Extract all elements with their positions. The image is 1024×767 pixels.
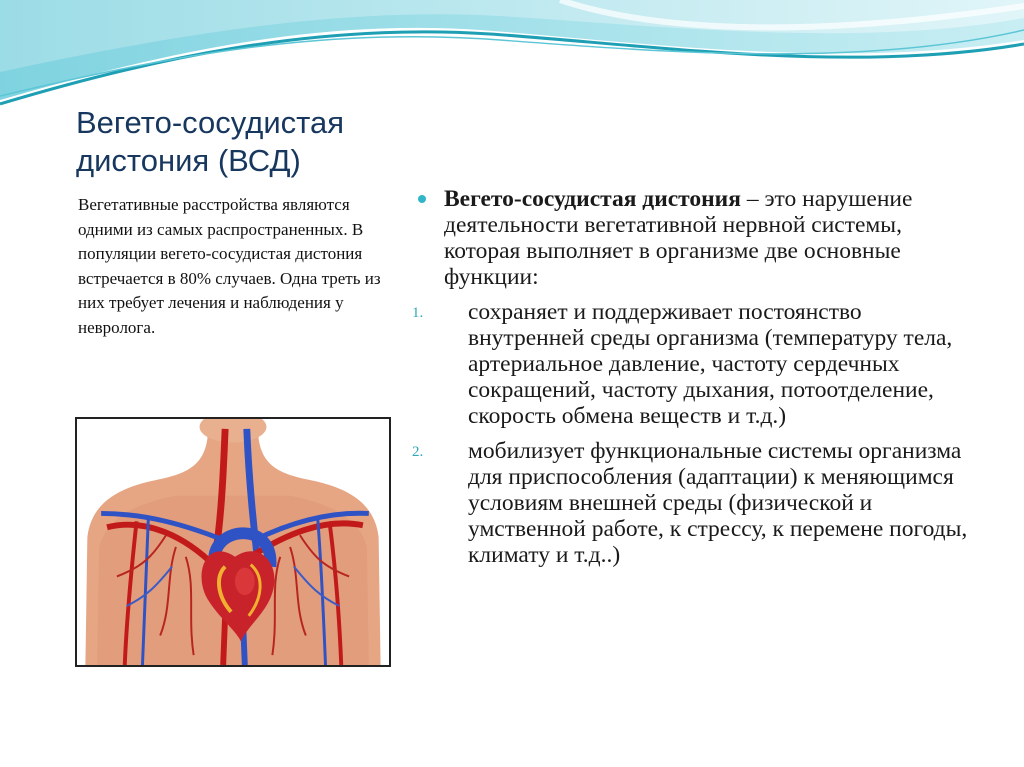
circulatory-system-icon [77, 419, 389, 665]
bullet-dot-icon [418, 195, 426, 203]
definition-text: – это нарушение деятельности вегетативной нервной системы, которая выполняет в организме две основные функции: [444, 186, 913, 290]
slide-title-line1: Вегето-сосудистая [76, 105, 345, 140]
slide-title-line2: дистония (ВСД) [76, 143, 301, 178]
list-item [410, 299, 970, 429]
list-item [410, 438, 970, 568]
slide-subtitle: Вегетативные расстройства являются одними из самых распространенных. В популяции вегето-сосудистая дистония встречается в 80% случаев. Одна треть из них требует лечения и наблюдения у невролога. [78, 195, 381, 337]
functions-list [410, 299, 970, 568]
circulatory-system-illustration [75, 417, 391, 667]
slide-title [76, 104, 406, 180]
definition-bullet [410, 186, 970, 290]
definition-term: Вегето-сосудистая дистония [444, 186, 741, 212]
list-marker: 2. [412, 444, 424, 460]
list-item-text: мобилизует функциональные системы организма для приспособления (адаптации) к меняющимся условиям внешней среды (физической и умственной работе, к стрессу, к перемене погоды, климату и т.д..) [468, 438, 968, 568]
list-item-text: сохраняет и поддерживает постоянство внутренней среды организма (температуру тела, артериальное давление, частоту сердечных сокращений, частоту дыхания, потоотделение, скорость обмена веществ и т.д.) [468, 299, 953, 429]
list-marker: 1. [412, 305, 424, 321]
header-wave-decoration [0, 0, 1024, 120]
main-content [410, 186, 970, 577]
